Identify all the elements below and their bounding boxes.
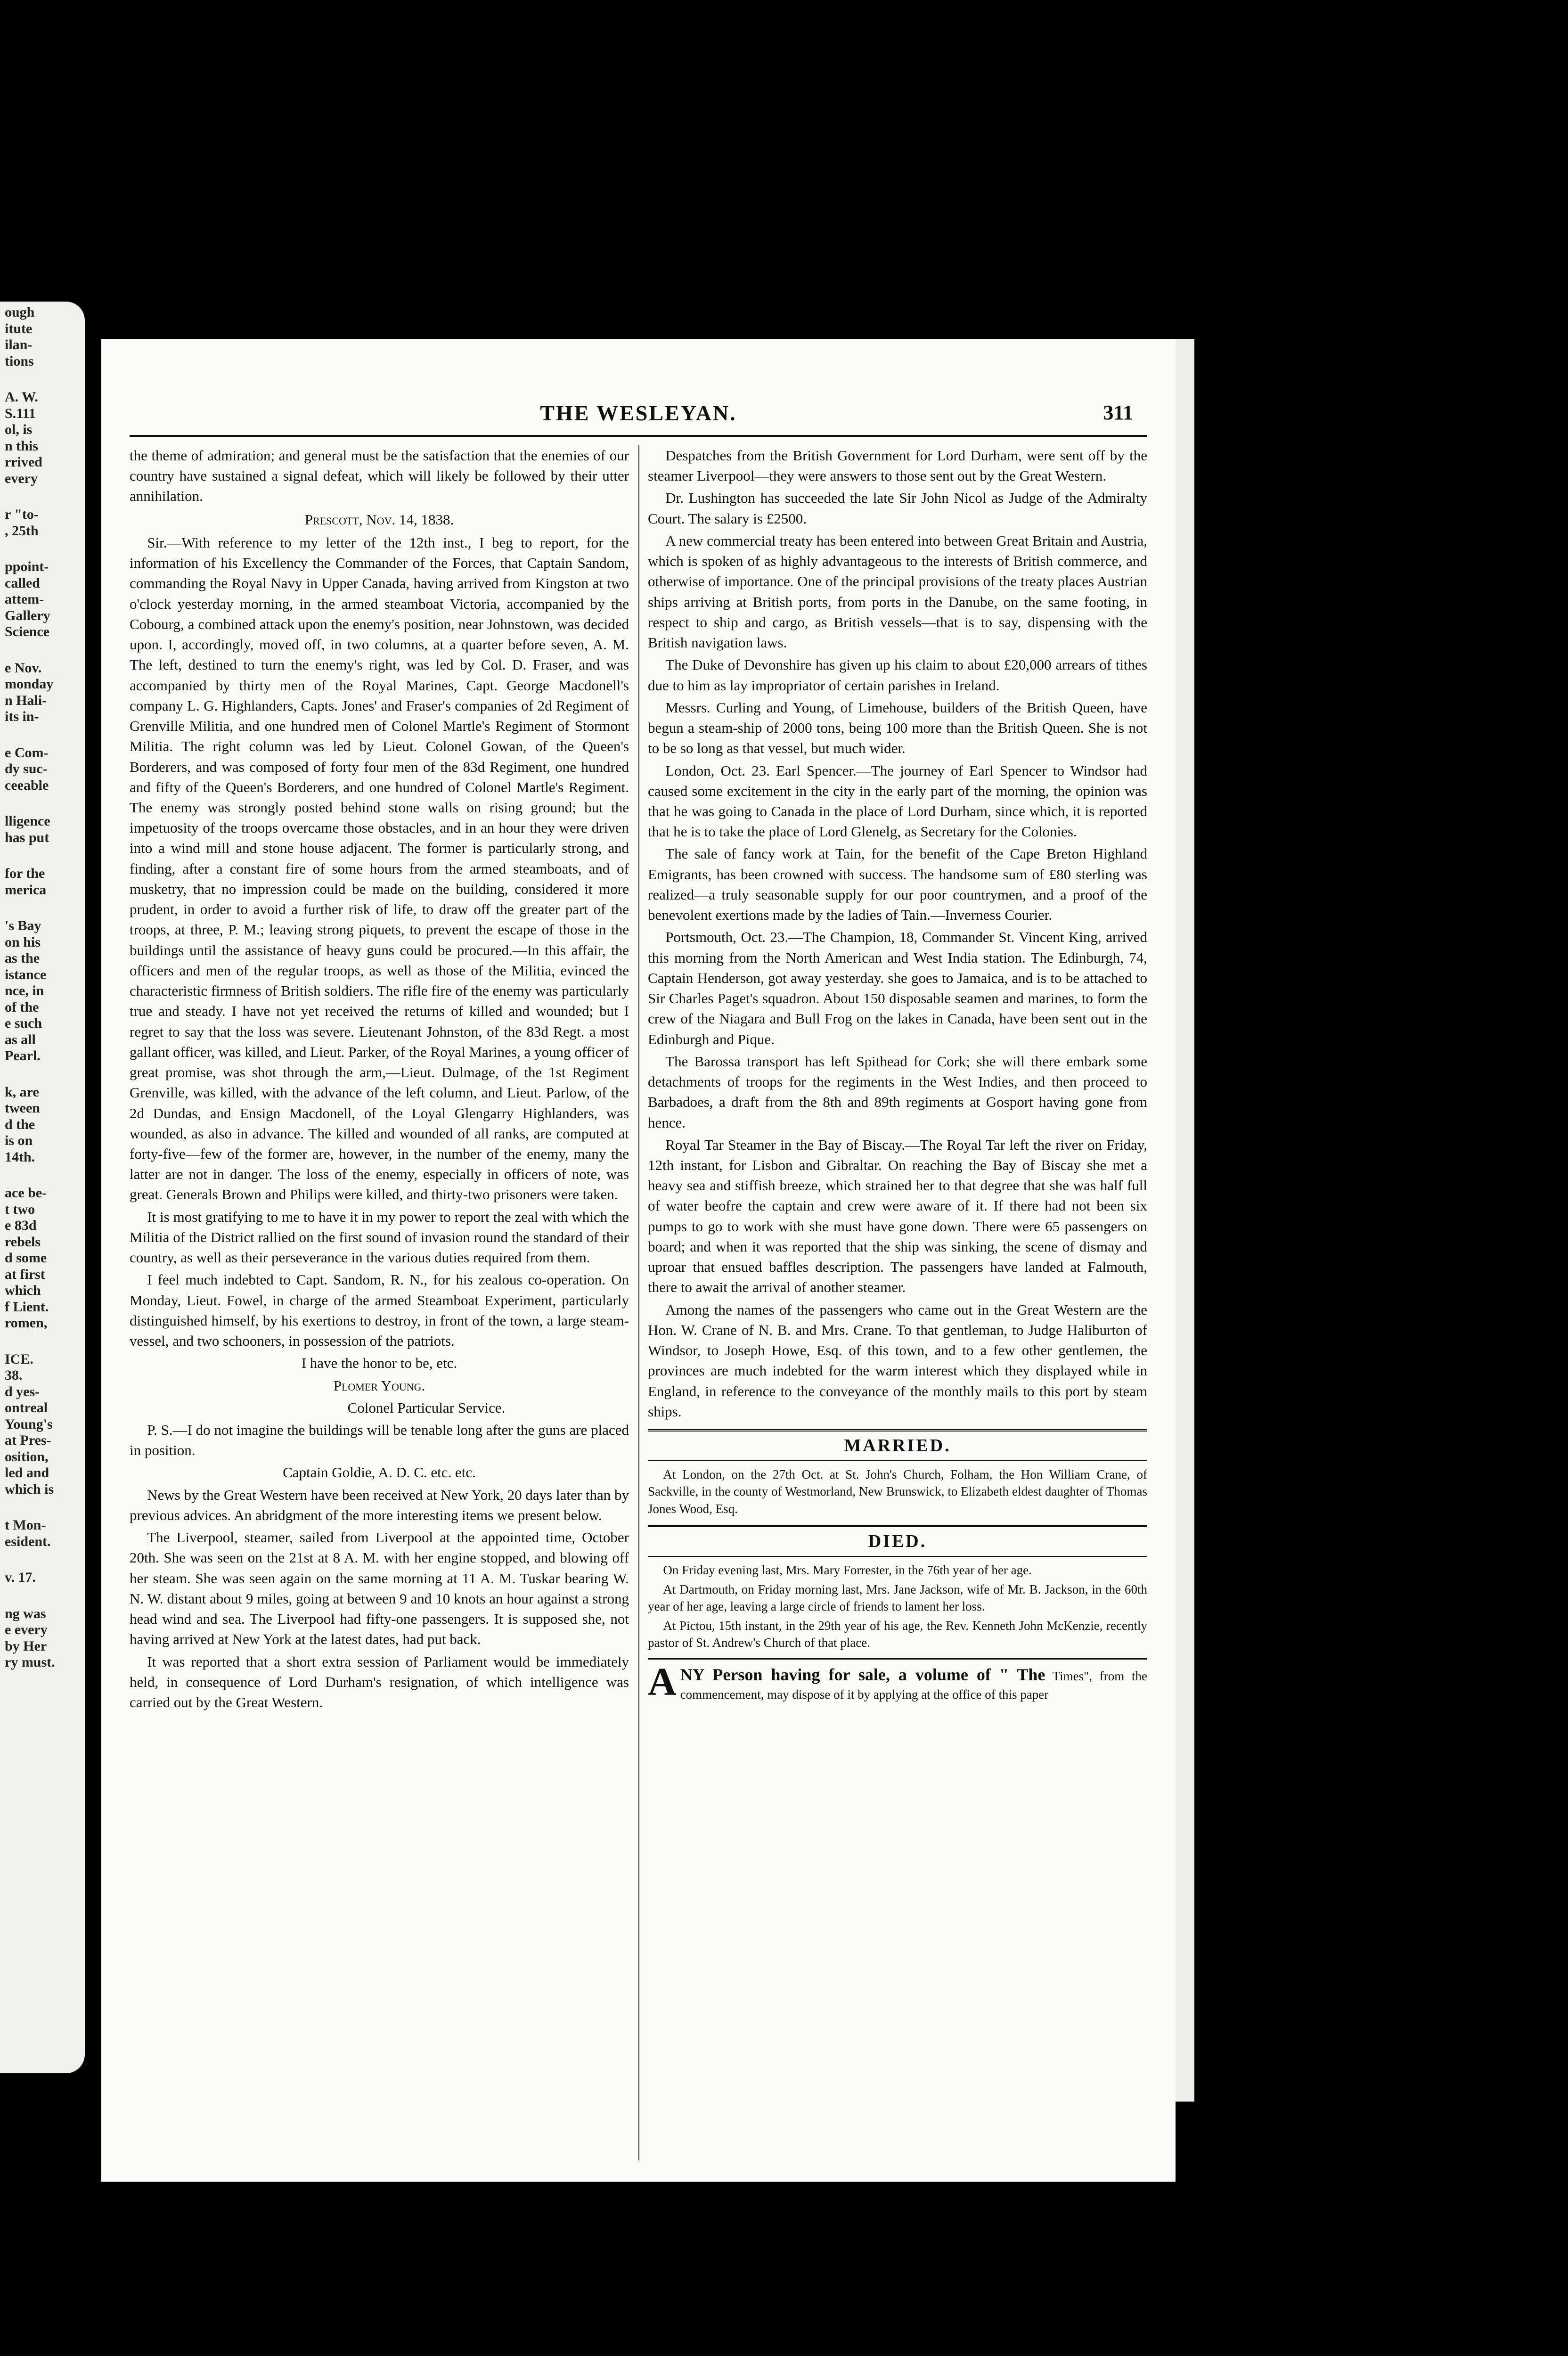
- news-item: A new commercial treaty has been entered into between Great Britain and Austria, which is spoken of as highly advantageous to the interests of British commerce, and otherwise of importance. One of the principal provisions of the treaty places Austrian ships arriving at British ports, from ports in the Danube, on the same footing, in respect to ship and cargo, as British vessels—that is to say, dispensing with the British navigation laws.: [648, 532, 1147, 651]
- news-paragraph: News by the Great Western have been received at New York, 20 days later than by previous advices. An abridgment of the more interesting items we present below.: [130, 1486, 629, 1523]
- prev-page-fragment: r "to- , 25th: [5, 507, 39, 539]
- prev-page-fragment: lligence has put: [5, 813, 50, 845]
- prev-page-fragment: t Mon- esident.: [5, 1517, 51, 1549]
- news-item: Royal Tar Steamer in the Bay of Biscay.—The Royal Tar left the river on Friday, 12th instant, for Lisbon and Gibraltar. On reaching the Bay of Biscay she met a heavy sea and stiffish breeze, which strained her to that degree that she was half full of water beofre the captain and crew were aware of it. If there had not been six pumps to go to work with she must have gone down. There were 65 passengers on board; and when it was reported that the ship was sinking, the scene of dismay and uproar that ensued baffles description. The passengers have landed at Falmouth, there to await the arrival of another steamer.: [648, 1136, 1147, 1296]
- prev-page-fragment: ough itute ilan- tions: [5, 304, 35, 369]
- news-paragraph: It was reported that a short extra session of Parliament would be immediately held, in consequence of Lord Durham's resignation, of which intelligence was carried out by the Great Western.: [130, 1653, 629, 1711]
- news-item: The Barossa transport has left Spithead for Cork; she will there embark some detachments of troops for the regiments in the West Indies, and then proceed to Barbadoes, a draft from the 8th and 89th regiments at Gosport having gone from hence.: [648, 1053, 1147, 1131]
- signature-title: Colonel Particular Service.: [347, 1399, 506, 1416]
- ad-lead: NY Person having for sale, a volume of " The: [680, 1665, 1045, 1684]
- right-column: [648, 445, 1147, 2170]
- dateline: Prescott, Nov. 14, 1838.: [304, 511, 454, 528]
- newspaper-page: [101, 339, 1176, 2182]
- previous-page-edge: [0, 302, 85, 2073]
- signoff: I have the honor to be, etc.: [301, 1355, 457, 1372]
- married-notice: At London, on the 27th Oct. at St. John's Church, Folham, the Hon William Crane, of Sackville, in the county of Westmorland, New Brunswick, to Elizabeth eldest daughter of Thomas Jones Wood, Esq.: [648, 1467, 1147, 1516]
- news-item: London, Oct. 23. Earl Spencer.—The journey of Earl Spencer to Windsor had caused some excitement in the city in the early part of the morning, the opinion was that he was going to Canada in the place of Lord Durham, since which, it is reported that he is to take the place of Lord Glenelg, as Secretary for the Colonies.: [648, 762, 1147, 840]
- signature: Plomer Young.: [333, 1377, 425, 1394]
- ad-dropcap: A: [648, 1660, 677, 1704]
- death-notices: [648, 1562, 1147, 1651]
- running-head: THE WESLEYAN.: [540, 401, 737, 425]
- news-item: The Duke of Devonshire has given up his claim to about £20,000 arrears of tithes due to him as lay impropriator of certain parishes in Ireland.: [648, 656, 1147, 694]
- postscript-sign: Captain Goldie, A. D. C. etc. etc.: [283, 1464, 476, 1481]
- prev-page-fragment: for the merica: [5, 866, 47, 898]
- prev-page-fragment: A. W. S.111 ol, is n this rrived every: [5, 389, 42, 486]
- letter-paragraph: It is most gratifying to me to have it in my power to report the zeal with which the Militia of the District rallied on the first sound of invasion round the standard of their country, as well as their perseverance in the various duties required from them.: [130, 1208, 629, 1266]
- page-header: [101, 401, 1176, 434]
- prev-page-fragment: 's Bay on his as the istance nce, in of the e such as all Pearl.: [5, 918, 47, 1063]
- news-item: Dr. Lushington has succeeded the late Sir John Nicol as Judge of the Admiralty Court. The salary is £2500.: [648, 490, 1147, 527]
- prev-page-fragment: v. 17.: [5, 1570, 36, 1585]
- prev-page-fragment: ace be- t two e 83d rebels d some at first which f Lient. romen,: [5, 1185, 49, 1331]
- letter-paragraph: I feel much indebted to Capt. Sandom, R. N., for his zealous co-operation. On Monday, Lieut. Fowel, in charge of the armed Steamboat Experiment, particularly distinguished himself, by his exertions to destroy, in front of the town, a large steam-vessel, and two schooners, in possession of the patriots.: [130, 1271, 629, 1350]
- postscript: P. S.—I do not imagine the buildings will be tenable long after the guns are placed in position.: [130, 1422, 629, 1459]
- page-number: 311: [1103, 401, 1133, 424]
- death-notice: On Friday evening last, Mrs. Mary Forrester, in the 76th year of her age.: [663, 1563, 1032, 1578]
- prev-page-fragment: e Com- dy suc- ceeable: [5, 744, 49, 793]
- news-paragraph: The Liverpool, steamer, sailed from Liverpool at the appointed time, October 20th. She was seen on the 21st at 8 A. M. with her engine stopped, and blowing off her steam. She was seen again on the same morning at 11 A. M. Tuskar bearing W. N. W. distant about 9 miles, going at between 9 and 10 knots an hour against a strong head wind and sea. The Liverpool had fifty-one passengers. It is supposed she, not having arrived at New York at the latest dates, had put back.: [130, 1529, 629, 1648]
- married-notices: [648, 1466, 1147, 1517]
- died-heading: DIED.: [648, 1525, 1147, 1557]
- prev-page-fragment: ICE. 38. d yes- ontreal Young's at Pres- osition, led and which is: [5, 1351, 54, 1497]
- intro-paragraph: the theme of admiration; and general must be the satisfaction that the enemies of our country have sustained a signal defeat, which will likely be followed by their utter annihilation.: [130, 447, 629, 505]
- news-item: Messrs. Curling and Young, of Limehouse, builders of the British Queen, have begun a steam-ship of 2000 tons, being 100 more than the British Queen. She is not to be so long as that vessel, but much wider.: [648, 699, 1147, 757]
- column-divider: [638, 445, 639, 2160]
- left-column: [130, 445, 629, 2170]
- news-item: Portsmouth, Oct. 23.—The Champion, 18, Commander St. Vincent King, arrived this morning from the North American and West India station. The Edinburgh, 74, Captain Henderson, got away yesterday. she goes to Jamaica, and is to be attached to Sir Charles Paget's squadron. About 150 disposable seamen and marines, to form the crew of the Niagara and Bull Frog on the lakes in Canada, have been sent out in the Edinburgh and Pique.: [648, 929, 1147, 1047]
- prev-page-fragment: ppoint- called attem- Gallery Science: [5, 559, 50, 639]
- news-item: Despatches from the British Government for Lord Durham, were sent off by the steamer Liverpool—they were answers to those sent out by the Great Western.: [648, 447, 1147, 484]
- ad-text: Times", from the commencement, may dispose of it by applying at the office of this paper: [680, 1669, 1147, 1702]
- prev-page-fragment: k, are tween d the is on 14th.: [5, 1084, 40, 1165]
- married-heading: MARRIED.: [648, 1429, 1147, 1461]
- letter-paragraph: Sir.—With reference to my letter of the 12th inst., I beg to report, for the information of his Excellency the Commander of the Forces, that Captain Sandom, commanding the Royal Navy in Upper Canada, having arrived from Kingston at two o'clock yesterday morning, in the armed steamboat Victoria, accompanied by the Cobourg, a combined attack upon the enemy's position, near Johnstown, was decided upon. I, accordingly, moved off, in two columns, at a quarter before seven, A. M. The left, destined to turn the enemy's right, was led by Col. D. Fraser, and was accompanied by thirty men of the Royal Marines, Capt. George Macdonell's company L. G. Highlanders, Capts. Jones' and Fraser's companies of 2d Regiment of Grenville Militia, and one hundred men of Colonel Martle's Regiment of Stormont Militia. The right column was led by Lieut. Colonel Gowan, of the Queen's Borderers, and was composed of forty four men of the 83d Regiment, one hundred and fifty of the Queen's Borderers, and one hundred of Colonel Martle's Regiment. The enemy was strongly posted behind stone walls on rising ground; but the impetuosity of the troops overcame those obstacles, and in an hour they were driven into a wind mill and stone house adjacent. The former is particularly strong, and finding, after a constant fire of some hours from the armed steamboats, and of musketry, that no impression could be made on the building, considered it more prudent, in order to avoid a further risk of life, to draw off the greater part of the troops, at three, P. M.; leaving strong piquets, to prevent the escape of those in the buildings until the assistance of heavy guns could be procured.—In this affair, the officers and men of the regular troops, as well as those of the Militia, evinced the characteristic firmness of British soldiers. The rifle fire of the enemy was particularly true and steady. I have not yet received the returns of killed and wounded; but I regret to say that the loss was severe. Lieutenant Johnston, of the 83d Regt. a most gallant officer, was killed, and Lieut. Parker, of the Royal Marines, a young officer of great promise, was shot through the arm,—Lieut. Dulmage, of the 1st Regiment Grenville, was killed, with the advance of the left column, and Lieut. Parlow, of the 2d Dundas, and Ensign Macdonell, of the Loyal Glengarry Highlanders, was wounded, as also in advance. The killed and wounded of all ranks, are computed at forty-five—few of the former are, however, in the number of the enemy, many the latter are not in danger. The loss of the enemy, especially in officers of note, was great. Generals Brown and Philips were killed, and thirty-two prisoners were taken.: [130, 534, 629, 1203]
- death-notice: At Pictou, 15th instant, in the 29th year of his age, the Rev. Kenneth John McKenzie, recently pastor of St. Andrew's Church of that place.: [648, 1618, 1147, 1650]
- advertisement: [648, 1658, 1147, 1703]
- prev-page-fragment: ng was e every by Her ry must.: [5, 1605, 55, 1670]
- news-item: Among the names of the passengers who came out in the Great Western are the Hon. W. Crane of N. B. and Mrs. Crane. To that gentleman, to Judge Haliburton of Windsor, to Joseph Howe, Esq. of this town, and to a few other gentlemen, the provinces are much indebted for the warm interest which they displayed while in England, in reference to the conveyance of the monthly mails to this port by steam ships.: [648, 1301, 1147, 1420]
- news-item: The sale of fancy work at Tain, for the benefit of the Cape Breton Highland Emigrants, has been crowned with success. The handsome sum of £80 sterling was realized—a truly seasonable supply for our poor countrymen, and a proof of the benevolent exertions made by the ladies of Tain.—Inverness Courier.: [648, 845, 1147, 924]
- header-rule: [130, 435, 1147, 437]
- death-notice: At Dartmouth, on Friday morning last, Mrs. Jane Jackson, wife of Mr. B. Jackson, in the 60th year of her age, leaving a large circle of friends to lament her loss.: [648, 1582, 1147, 1614]
- prev-page-fragment: e Nov. monday n Hali- its in-: [5, 660, 54, 724]
